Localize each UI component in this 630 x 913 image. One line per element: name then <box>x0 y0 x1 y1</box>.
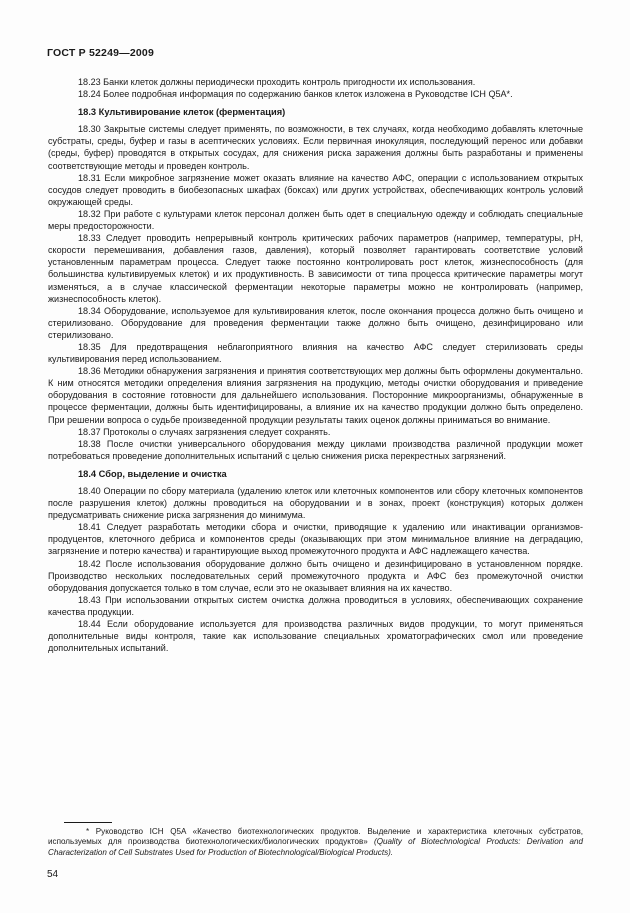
paragraph-18-30: 18.30 Закрытые системы следует применять, по возможности, в тех случаях, когда необходимо добавлять клеточные субстраты, среды, буфер и газы в асептических условиях. Если первичная инокуляция, последующий перенос или добавки (среды, буфер) проводятся в открытых сосудах, для снижения риска заражения должны быть разработаны и применены соответствующие методы и проведен контроль. <box>48 124 583 171</box>
paragraph-18-43: 18.43 При использовании открытых систем очистка должна проводиться в условиях, обеспечивающих сохранение качества продукции. <box>48 594 583 617</box>
paragraph-18-38: 18.38 После очистки универсального оборудования между циклами производства различной продукции может потребоваться проведение дополнительных испытаний с целью снижения риска перекрестных загрязнений. <box>48 438 583 461</box>
paragraph-18-23: 18.23 Банки клеток должны периодически проходить контроль пригодности их использования. <box>78 77 476 87</box>
paragraph-18-40: 18.40 Операции по сбору материала (удалению клеток или клеточных компонентов или сбору клеточных компонентов после разрушения клеток) должны проводиться на оборудовании и в зонах, проект (конструкция) которых должен предусматривать снижение риска загрязнения до минимума. <box>48 486 583 521</box>
paragraph-18-32: 18.32 При работе с культурами клеток персонал должен быть одет в специальную одежду и соблюдать специальные меры предосторожности. <box>48 208 583 232</box>
page-number: 54 <box>47 869 59 880</box>
section-heading-18-3: 18.3 Культивирование клеток (ферментация) <box>78 107 286 118</box>
footnote-italic-title: (Quality of Biotechnological Products: Derivation and Characterization of Cell Substrates Used for Production of Biotechnological/Biological Products). <box>48 837 583 857</box>
paragraph-18-24: 18.24 Более подробная информация по содержанию банков клеток изложена в Руководстве ICH Q5A*. <box>78 89 513 100</box>
paragraph-18-41: 18.41 Следует разработать методики сбора и очистки, приводящие к удалению или инактивации организмов-продуцентов, клеточного дебриса и компонентов среды (оказывающих при этом минимальное влияние на деградацию, загрязнение и потерю качества) и гарантирующие выход промежуточного продукта и АФС надлежащего качества. <box>48 522 583 557</box>
paragraph-18-44: 18.44 Если оборудование используется для производства различных видов продукции, то могут применяться дополнительные виды контроля, такие как использование специальных хроматографических смол или проведение дополнительных испытаний. <box>48 619 583 654</box>
section-heading-18-4: 18.4 Сбор, выделение и очистка <box>78 468 227 479</box>
paragraph-18-33: 18.33 Следует проводить непрерывный контроль критических рабочих параметров (например, температуры, pH, скорости перемешивания, добавления газов, давления), который позволяет гарантировать соответствие условий установленным параметрам процесса. Следует также постоянно контролировать рост клеток, жизнеспособность (для большинства культивируемых клеток) и их продуктивность. В зависимости от типа процесса критические параметры могут изменяться, а в случае классической ферментации некоторые параметры можно не контролировать (например, жизнеспособность клеток). <box>48 233 583 304</box>
document-body <box>48 76 583 654</box>
paragraph-18-35: 18.35 Для предотвращения неблагоприятного влияния на качество АФС следует стерилизовать среды культивирования перед использованием. <box>48 341 583 365</box>
paragraph-18-36: 18.36 Методики обнаружения загрязнения и принятия соответствующих мер должны быть оформлены документально. К ним относятся методики определения влияния загрязнения на продукцию, методы очистки оборудования и приведение оборудования в состояние готовности для дальнейшего использования. Посторонние микроорганизмы, обнаруженные в процессе ферментации, должны быть идентифицированы, а влияние их на качество продукции должно быть определено. При решении вопроса о судьбе произведенной продукции результаты таких оценок должны приниматься во внимание. <box>48 366 583 425</box>
paragraph-18-37: 18.37 Протоколы о случаях загрязнения следует сохранять. <box>78 426 331 437</box>
page-header: ГОСТ Р 52249—2009 <box>47 47 155 59</box>
footnote-text: * Руководство ICH Q5A «Качество биотехнологических продуктов. Выделение и характеристика клеточных субстратов, используемых для производства биотехнологических/биологических продуктов» <box>48 827 583 847</box>
footnote <box>48 827 583 858</box>
footnote-divider <box>64 822 112 823</box>
paragraph-18-31: 18.31 Если микробное загрязнение может оказать влияние на качество АФС, операции с использованием открытых сосудов следует проводить в биобезопасных шкафах (боксах) или других устройствах, обеспечивающих контроль условий окружающей среды. <box>48 172 583 207</box>
paragraph-18-42: 18.42 После использования оборудование должно быть очищено и дезинфицировано в установленном порядке. Производство нескольких последовательных серий промежуточного продукта и АФС без промежуточной очистки оборудования допускается только в том случае, если это не оказывает влияния на их качество. <box>48 558 583 593</box>
paragraph-18-34: 18.34 Оборудование, используемое для культивирования клеток, после окончания процесса должно быть очищено и стерилизовано. Оборудование для проведения ферментации также должно быть очищено, дезинфицировано или стерилизовано. <box>48 305 583 340</box>
